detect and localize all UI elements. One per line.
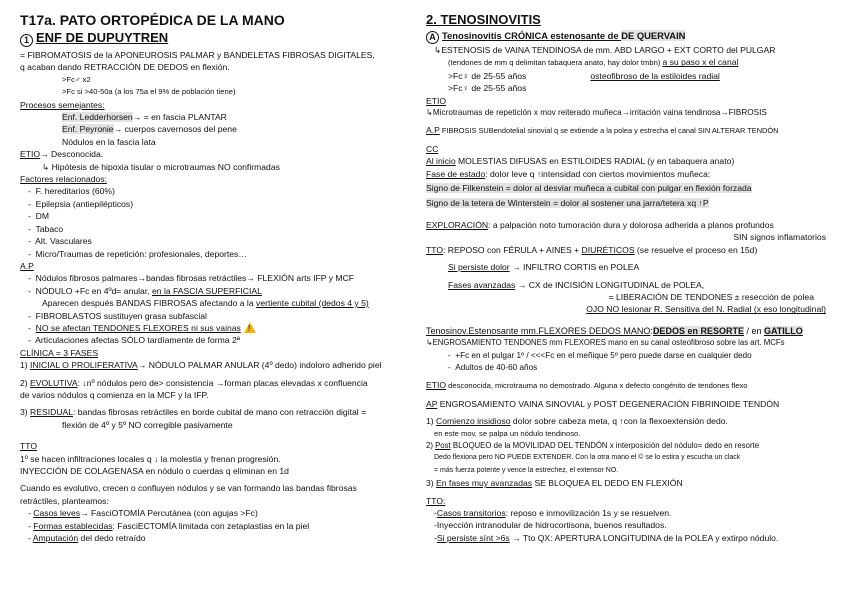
text-span: : bandas fibrosas retráctiles en borde cubital de mano con retracción digital = — [73, 407, 367, 418]
text-span: → = en fascia PLANTAR — [132, 112, 227, 123]
text-line — [426, 168, 840, 180]
section-dupuytren-heading — [20, 30, 420, 47]
list-item: - DM — [28, 211, 50, 222]
text-line: ↳ENGROSAMIENTO TENDONES mm FLEXORES mano en su canal osteofibroso sobre las art. MCFs — [426, 338, 785, 348]
text-span: Aparecen después BANDAS FIBROSAS afectando a la — [42, 298, 257, 309]
text-span: Alt. Vasculares — [35, 236, 92, 247]
text-span: NO se afectan TENDONES FLEXORES ni sus vainas — [35, 322, 241, 333]
text-line: Cuando es evolutivo, crecen o confluyen nódulos y se van formando las bandas fibrosas — [20, 483, 357, 494]
text-span: / en — [743, 325, 764, 336]
text-span: → NÓDULO PALMAR ANULAR (4º dedo) indoloro adherido piel — [137, 360, 382, 371]
list-item: - F. hereditarios (60%) — [28, 186, 115, 197]
text-span: F. hereditarios (60%) — [35, 186, 115, 197]
text-span: +Fc en el pulgar 1º / <<<Fc en el meñique 5º pero puede darse en cualquier dedo — [455, 350, 752, 360]
subsection-quervain-heading — [426, 29, 840, 44]
list-item: - Tabaco — [28, 223, 64, 234]
text-span: DIURÉTICOS — [581, 244, 635, 255]
text-span: EVOLUTIVA — [30, 377, 78, 388]
list-item: - FIBROBLASTOS sustituyen grasa subfascial — [28, 310, 207, 321]
subheading: TTO — [20, 441, 38, 452]
text-span: Tabaco — [35, 223, 64, 234]
text-span: → CX de INCISIÓN LONGITUDINAL de POLEA, — [515, 279, 705, 290]
subsection-resorte-heading — [426, 325, 840, 337]
text-span: Fase de estado — [426, 168, 486, 179]
highlighted-sign: Signo de Filkenstein = dolor al desviar muñeca a cubital con pulgar en flexión forzada — [426, 183, 752, 194]
subheading: EXPLORACIÓN — [426, 219, 489, 230]
text-span: - — [434, 532, 437, 543]
subheading: CLÍNICA = 3 FASES — [20, 347, 99, 358]
text-span: Articulaciones afectas SÓLO tardíamente de forma 2ª — [35, 335, 240, 346]
text-span: → cuerpos cavernosos del pene — [113, 124, 237, 135]
page-title: T17a. PATO ORTOPÉDICA DE LA MANO — [20, 12, 285, 28]
subheading: TTO — [426, 244, 444, 255]
text-span: : FasciECTOMÍA limitada con zetaplastias en la piel — [112, 520, 310, 531]
list-item: - Adultos de 40-60 años — [448, 362, 538, 372]
list-item: - Formas establecidas: FasciECTOMÍA limitada con zetaplastias en la piel — [28, 520, 310, 531]
text-line — [20, 148, 420, 160]
subheading: CC — [426, 143, 439, 154]
text-span: desconocida, microtrauma no demostrado. Alguna x defecto congénito de tendones flexo — [446, 381, 748, 391]
text-span: MOLESTIAS DIFUSAS en ESTILOIDES RADIAL (y en tabaquera anato) — [455, 156, 735, 167]
text-span: OJO NO lesionar R. Sensitiva del N. Radial (x eso longitudinal) — [586, 304, 826, 315]
right-column — [426, 12, 840, 544]
text-line: flexión de 4º y 5º NO corregible pasivamente — [62, 419, 233, 430]
list-item: - Articulaciones afectas SÓLO tardíamente de forma 2ª — [28, 335, 240, 346]
text-line: ↳ Hipótesis de hipoxia tisular o microtraumas NO confirmadas — [42, 161, 280, 172]
text-line — [426, 70, 840, 82]
text-span: → Desconocida. — [40, 149, 104, 160]
text-span: Post — [435, 440, 451, 450]
text-line — [426, 303, 840, 315]
text-span: : — [650, 325, 653, 336]
list-item — [426, 507, 840, 519]
text-span: BLOQUEO de la MOVILIDAD DEL TENDÓN x interposición del nódulo= dedo en resorte — [450, 440, 760, 450]
text-line: en este mov, se palpa un nódulo tendinoso. — [434, 428, 581, 438]
text-line: q acaban dando RETRACCIÓN DE DEDOS en flexión. — [20, 62, 230, 73]
highlighted-sign: Signo de la tetera de Winterstein = dolor al sostener una jarra/tetera xq ↑P — [426, 198, 709, 209]
text-span: → FasciOTOMÍA Percutánea (con agujas >Fc) — [80, 508, 258, 519]
text-line: retráctiles, planteamos: — [20, 495, 109, 506]
section-number-circle: 1 — [20, 34, 33, 47]
text-span: Tenosinovitis CRÓNICA estenosante de — [442, 30, 622, 41]
text-line: = FIBROMATOSIS de la APONEUROSIS PALMAR y BANDELETAS FIBROSAS DIGITALES, — [20, 50, 375, 60]
text-span: Si persiste sínt >6s — [436, 532, 510, 543]
text-span: En fases muy avanzadas — [436, 478, 533, 489]
text-line: >Fc♀ de 25-55 años — [448, 83, 527, 94]
text-span: FIBROBLASTOS sustituyen grasa subfascial — [35, 310, 207, 321]
text-span: : a palpación noto tumoración dura y dolorosa adherida a planos profundos — [488, 219, 774, 230]
text-span: Fases avanzadas — [448, 279, 516, 290]
text-span: Casos transitorios — [436, 508, 506, 518]
text-span: (tendones de mm q delimitan tabaquera anato, hay dolor tmbn) — [448, 58, 663, 68]
list-item: - NO se afectan TENDONES FLEXORES ni sus vainas! — [20, 322, 420, 334]
text-line — [426, 56, 840, 69]
text-line — [426, 182, 840, 194]
text-span: → INFILTRO CORTIS en POLEA — [509, 262, 640, 273]
subheading: ETIO — [426, 95, 447, 106]
text-line: 1º se hacen infiltraciones locales q ↓ la molestia y frenan progresión. — [20, 453, 281, 464]
text-line — [426, 379, 840, 392]
text-line: Dedo flexiona pero NO PUEDE EXTENDER. Con la otra mano el © se lo estira y escucha un clack — [434, 454, 741, 462]
text-span: : dolor leve q ↑intensidad con ciertos movimientos muñeca: — [485, 168, 711, 179]
text-span: >Fc♀ de 25-55 años — [448, 70, 527, 81]
text-span: : REPOSO con FÉRULA + AINES + — [443, 244, 582, 255]
section-tenosinovitis-title: 2. TENOSINOVITIS — [426, 12, 541, 27]
text-span: Comienzo insidioso — [436, 416, 511, 427]
text-line — [20, 377, 420, 389]
text-line: de varios nódulos q comienza en la MCF y la IFP. — [20, 389, 209, 400]
text-span: → Tto QX: APERTURA LONGITUDINA de la POLEA y extirpo nódulo. — [509, 532, 779, 543]
subheading: Procesos semejantes: — [20, 99, 105, 110]
text-span: 1) — [426, 416, 437, 427]
highlighted-term: DE QUERVAIN — [621, 30, 686, 41]
text-span: Amputación — [32, 533, 79, 544]
subheading: A.P — [426, 125, 440, 136]
text-span: Epilepsia (antiepilépticos) — [35, 198, 134, 209]
highlighted-term: Enf. Peyronie — [62, 124, 114, 135]
text-span: del dedo retraído — [78, 533, 146, 544]
text-span: Formas establecidas — [33, 520, 113, 531]
left-column — [20, 12, 420, 544]
subheading: A.P — [20, 260, 34, 271]
text-span: Si persiste dolor — [448, 262, 510, 273]
text-span: a su paso x el canal — [662, 57, 739, 68]
warning-icon — [244, 322, 256, 333]
list-item: - Nódulos fibrosos palmares→bandas fibrosas retráctiles→ FLEXIÓN arts IFP y MCF — [28, 273, 355, 284]
highlighted-term: DEDOS en RESORTE — [652, 325, 744, 336]
text-span: Micro/Traumas de repetición: profesionales, deportes… — [35, 248, 247, 259]
list-item: - Casos leves→ FasciOTOMÍA Percutánea (con agujas >Fc) — [28, 508, 258, 519]
text-span: SE BLOQUEA EL DEDO EN FLEXIÓN — [532, 478, 683, 489]
text-span: FLEXORES DEDOS MANO — [538, 325, 651, 336]
text-line — [426, 477, 840, 489]
text-line — [426, 124, 840, 137]
text-line — [426, 155, 840, 167]
subheading: ETIO — [426, 380, 447, 391]
text-line — [20, 359, 420, 371]
text-line — [426, 197, 840, 209]
text-line: ↳ESTENOSIS de VAINA TENDINOSA de mm. ABD LARGO + EXT CORTO del PULGAR — [434, 45, 776, 55]
text-span: vertiente cubital (dedos 4 y 5) — [256, 298, 369, 309]
text-span: osteofibroso de la estiloides radial — [590, 70, 720, 81]
text-span: Al inicio — [426, 156, 456, 167]
text-line — [426, 244, 840, 256]
text-span: NÓDULO +Fc en 4ºd= anular, — [35, 285, 152, 296]
list-item — [20, 111, 420, 123]
text-span: 2) — [20, 377, 31, 388]
text-span: 2) — [426, 440, 436, 450]
list-item: - Micro/Traumas de repetición: profesionales, deportes… — [28, 248, 247, 259]
list-item: - Alt. Vasculares — [28, 236, 92, 247]
text-span: Tenosinov.Estenosante mm. — [426, 325, 539, 336]
text-line: = más fuerza potente y vence la estrechez, el extensor NO. — [434, 466, 619, 474]
text-span: : ↓nº nódulos pero de> consistencia →forman placas elevadas x confluencia — [77, 377, 368, 388]
text-span: : reposo e inmovilización 1s y se resuelven. — [505, 508, 672, 518]
subsection-letter-circle: A — [426, 31, 439, 44]
text-span: - — [434, 508, 437, 518]
text-line — [426, 279, 840, 291]
list-item: -Inyección intranodular de hidrocortisona, buenos resultados. — [434, 520, 667, 531]
text-line — [20, 406, 420, 418]
subheading: TTO: — [426, 495, 446, 506]
highlighted-term: GATILLO — [763, 325, 803, 336]
text-line: >Fc si >40-50a (a los 75a el 9% de población tiene) — [62, 87, 236, 97]
text-span: ENGROSAMIENTO VAINA SINOVIAL y POST DEGENERACIÓN FIBRINOIDE TENDÓN — [437, 398, 780, 409]
text-span: Adultos de 40-60 años — [455, 362, 538, 372]
list-item: Nódulos en la fascia lata — [62, 136, 156, 147]
text-line — [426, 219, 840, 231]
list-item — [426, 532, 840, 544]
highlighted-term: Enf. Ledderhorsen — [62, 112, 133, 123]
text-line — [426, 440, 840, 452]
list-item: - NÓDULO +Fc en 4ºd= anular, en la FASCIA SUPERFICIAL — [28, 285, 262, 296]
list-item: - +Fc en el pulgar 1º / <<<Fc en el meñique 5º pero puede darse en cualquier dedo — [448, 350, 752, 360]
text-line: INYECCIÓN DE COLAGENASA en nódulo o cuerdas q eliminan en 1d — [20, 466, 289, 476]
text-span: INICIAL O PROLIFERATIVA — [30, 360, 138, 371]
section-dupuytren-title: ENF DE DUPUYTREN — [36, 30, 169, 45]
text-span: DM — [35, 211, 50, 222]
text-line: = LIBERACIÓN DE TENDONES ± resección de polea — [608, 291, 814, 302]
subheading: ETIO — [20, 149, 41, 160]
list-item: - Amputación del dedo retraído — [28, 533, 146, 544]
text-span: (se resuelve el proceso en 15d) — [634, 244, 758, 255]
text-span: Casos leves — [33, 508, 81, 519]
text-line — [426, 398, 840, 410]
text-line — [20, 297, 420, 309]
text-span: FIBROSIS SUBendotelial sinovial q se extiende a la polea y estrecha el canal SIN ALTERAR TENDÓN — [439, 126, 779, 136]
list-item — [20, 123, 420, 135]
subheading: Factores relacionados: — [20, 174, 107, 185]
list-item: - Epilepsia (antiepilépticos) — [28, 198, 134, 209]
text-line — [426, 415, 840, 427]
text-line — [426, 261, 840, 273]
text-span: 3) — [20, 407, 31, 418]
text-span: dolor sobre cabeza meta, q ↑con la flexoextensión dedo. — [510, 416, 728, 427]
subheading: AP — [426, 398, 438, 409]
text-span: 3) — [426, 478, 437, 489]
text-span: RESIDUAL — [30, 407, 74, 418]
text-line: >Fc♂ x2 — [62, 74, 91, 84]
text-span: Nódulos fibrosos palmares→bandas fibrosas retráctiles→ FLEXIÓN arts IFP y MCF — [35, 273, 355, 284]
text-span: 1) — [20, 360, 31, 371]
text-line: SIN signos inflamatorios — [733, 232, 826, 243]
text-span: en la FASCIA SUPERFICIAL — [152, 285, 262, 296]
text-line: ↳Microtraumas de repetición x mov reiterado muñeca→irritación vaina tendinosa→FIBROSIS — [426, 108, 767, 118]
